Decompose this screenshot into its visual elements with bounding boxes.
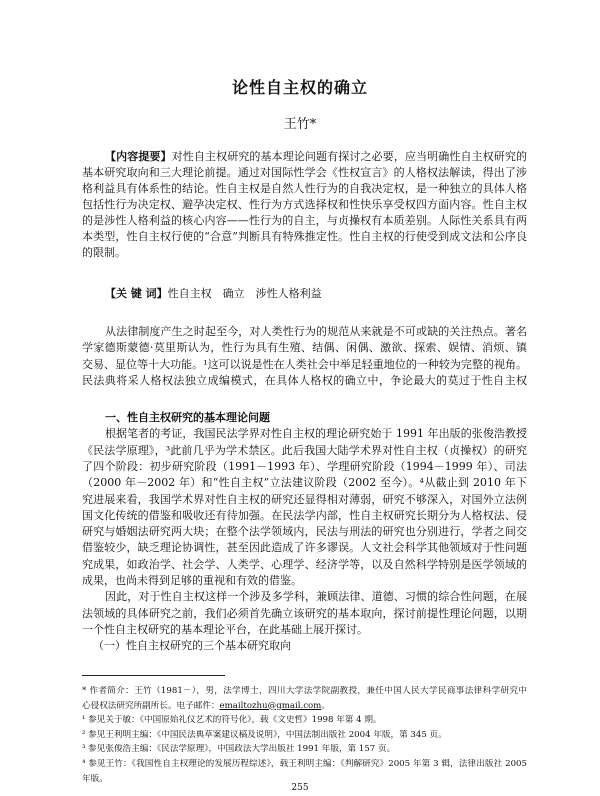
subsection-heading-text: （一）性自主权研究的三个基本研究取向 bbox=[93, 639, 291, 653]
keywords-label: 【关 键 词】 bbox=[105, 287, 168, 300]
abstract-line bbox=[82, 166, 527, 179]
section-heading-text: 一、性自主权研究的基本理论问题 bbox=[105, 411, 270, 424]
text-segment: 成果，也尚未得到足够的重视和有效的借鉴。 bbox=[82, 574, 302, 587]
footnote-line bbox=[82, 730, 527, 741]
paragraph-line bbox=[82, 541, 527, 554]
abstract-label: 【内容提要】 bbox=[105, 150, 172, 163]
paragraph-line bbox=[82, 623, 527, 636]
abstract-text: 的是涉性人格利益的核心内容——性行为的自主，与贞操权有本质差别。人际性关系具有两 bbox=[82, 214, 527, 227]
text-segment: 因此，对于性自主权这样一个涉及多学科，兼顾法律、道德、习惯的综合性问题，在展 bbox=[105, 590, 527, 604]
text-segment: * 作者简介：王竹（1981－），男，法学博士，四川大学法学院副教授，兼任中国人民大学民商事法律科学研究中 bbox=[82, 686, 527, 696]
paragraph-line bbox=[82, 574, 527, 587]
paragraph-line bbox=[105, 590, 527, 603]
footnote-line bbox=[82, 686, 527, 697]
text-segment: 究进展来看，我国学术界对性自主权的研究还显得相对薄弱，研究不够深入，对国外立法例 bbox=[82, 492, 527, 506]
text-segment: 心侵权法研究所副所长。电子邮件： bbox=[82, 700, 220, 711]
abstract-line bbox=[82, 230, 527, 243]
paragraph-line bbox=[82, 358, 527, 371]
text-segment: ³ 参见张俊浩主编：《民法学原理》，中国政法大学出版社 1991 年版，第 157 页。 bbox=[82, 744, 396, 755]
abstract-line bbox=[105, 150, 527, 163]
text-segment: ⁴ 参见王竹：《我国性自主权理论的发展历程综述》，载王利明主编：《判解研究》2005 年第 3 辑，法律出版社 2005 bbox=[82, 759, 527, 769]
text-segment: 法领域的具体研究之前，我们必须首先确立该研究的基本取向，探讨前提性理论问题，以期 bbox=[82, 606, 527, 620]
text-segment: 究成果，如政治学、社会学、人类学、心理学、经济学等，以及自然科学特别是医学领域的 bbox=[82, 557, 527, 571]
paragraph-line bbox=[82, 525, 527, 538]
paragraph-line bbox=[82, 607, 527, 620]
paragraph-line bbox=[82, 558, 527, 571]
paragraph-line bbox=[82, 493, 527, 506]
abstract-text: 对性自主权研究的基本理论问题有探讨之必要，应当明确性自主权研究的 bbox=[171, 150, 527, 163]
abstract-line bbox=[82, 198, 527, 211]
abstract-text: 基本研究取向和三大理论前提。通过对国际性学会《性权宣言》的人格权法解读，得出了涉 bbox=[82, 166, 527, 179]
paragraph-line bbox=[82, 444, 527, 457]
abstract-text: 本类型，性自主权行使的“合意”判断具有特殊推定性。性自主权的行使受到成文法和公序良 bbox=[82, 230, 527, 243]
author-name: 王竹* bbox=[283, 117, 317, 132]
footnote-line bbox=[82, 759, 527, 770]
text-segment: 《民法学原理》，³此前几乎为学术禁区。此后我国大陆学术界对性自主权（贞操权）的研究 bbox=[82, 443, 527, 457]
paragraph-line bbox=[82, 374, 527, 387]
text-segment: ¹ 参见关于敏：《中国原始礼仪艺术的符号化》，载《文史哲》1998 年第 4 期。 bbox=[82, 715, 382, 726]
abstract-line bbox=[82, 214, 527, 227]
email-link[interactable]: emailtozhu@gmail.com bbox=[219, 700, 322, 711]
text-segment: 民法典将采人格权法独立成编模式，在具体人格权的确立中，争论最大的莫过于性自主权 bbox=[82, 373, 527, 387]
text-segment: 了四个阶段：初步研究阶段（1991－1993 年）、学理研究阶段（1994－1999 年）、司法 bbox=[82, 459, 527, 473]
abstract-line bbox=[82, 246, 527, 259]
abstract-text: 包括性行为决定权、避孕决定权、性行为方式选择权和性快乐享受权四方面内容。性自主权 bbox=[82, 198, 527, 211]
text-segment: 年版。 bbox=[82, 773, 108, 784]
text-segment: 研究与婚姻法研究两大块；在整个法学领域内，民法与刑法的研究也分别进行，学者之间交 bbox=[82, 525, 527, 539]
text-segment: 国文化传统的借鉴和吸收还有待加强。在民法学内部，性自主权研究长期分为人格权法、侵 bbox=[82, 508, 527, 522]
text-segment: （2000 年－2002 年）和“性自主权”立法建议阶段（2002 至今）。⁴从截止到 2010 年下 bbox=[82, 476, 527, 490]
paragraph-line bbox=[82, 476, 527, 489]
section-heading bbox=[105, 411, 527, 424]
paragraph-line bbox=[82, 460, 527, 473]
text-segment: 交易、显位等十大功能。¹这可以说是性在人类社会中举足轻重地位的一种较为完整的视角。 bbox=[82, 357, 527, 371]
page-number: 255 bbox=[291, 783, 309, 793]
text-segment: 从法律制度产生之时起至今，对人类性行为的规范从来就是不可或缺的关注热点。著名 bbox=[105, 325, 527, 338]
subsection-heading bbox=[93, 639, 538, 652]
keywords-text: 性自主权 确立 涉性人格利益 bbox=[167, 287, 322, 300]
footnote-line bbox=[82, 701, 527, 712]
text-segment: 学家德斯蒙德·莫里斯认为，性行为具有生殖、结偶、闲偶、激欲、探索、娱情、消烦、镇 bbox=[82, 341, 527, 355]
footnote-line bbox=[82, 744, 527, 755]
footnote-divider bbox=[82, 675, 225, 676]
keywords-line bbox=[105, 287, 527, 300]
text-segment: 根据笔者的考证，我国民法学界对性自主权的理论研究始于 1991 年出版的张俊浩教授 bbox=[105, 427, 527, 441]
paragraph-line bbox=[105, 427, 527, 440]
paragraph-line bbox=[105, 325, 527, 338]
abstract-text: 的限制。 bbox=[82, 246, 126, 259]
text-segment: 。 bbox=[321, 700, 330, 711]
paper-title: 论性自主权的确立 bbox=[231, 78, 368, 97]
text-segment: 借鉴较少，缺乏理论协调性，甚至因此造成了许多谬误。人文社会科学其他领域对于性问题 bbox=[82, 541, 527, 555]
abstract-text: 格利益具有体系性的结论。性自主权是自然人性行为的自我决定权，是一种独立的具体人格 bbox=[82, 182, 527, 195]
text-segment: 一个性自主权研究的基本理论平台，在此基础上展开探讨。 bbox=[82, 622, 368, 636]
abstract-line bbox=[82, 182, 527, 195]
paragraph-line bbox=[82, 509, 527, 522]
footnote-line bbox=[82, 715, 527, 726]
paragraph-line bbox=[82, 341, 527, 354]
text-segment: ² 参见王利明主编：《中国民法典草案建议稿及说明》，中国法制出版社 2004 年版，第 345 页。 bbox=[82, 729, 447, 740]
